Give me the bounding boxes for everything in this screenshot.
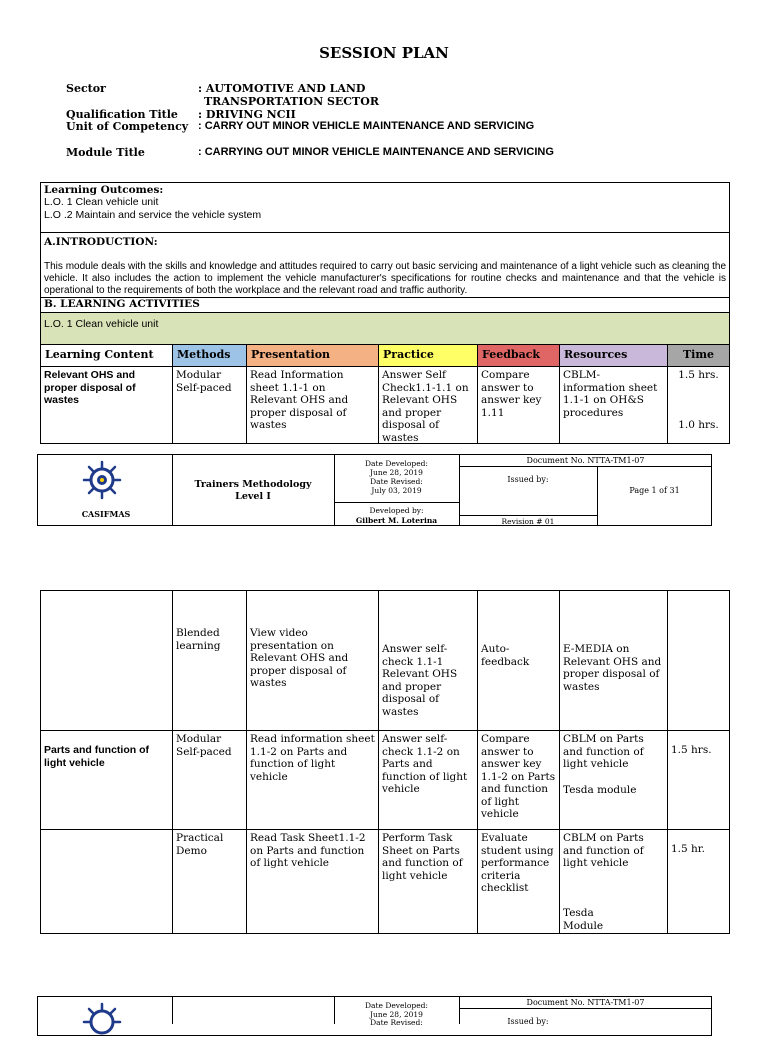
row1-time: [667, 366, 730, 444]
row1-content: Relevant OHS and proper disposal of wastes: [40, 366, 173, 444]
sector-value-1: : AUTOMOTIVE AND LAND: [198, 82, 366, 95]
row1-presentation: Read Information sheet 1.1-1 on Relevant OHS and proper disposal of wastes: [246, 366, 379, 444]
p2-r1-presentation: View video presentation on Relevant OHS and proper disposal of wastes: [246, 590, 379, 731]
unit-label: Unit of Competency: [66, 120, 189, 133]
footer-center-2: Level I: [235, 491, 271, 502]
p2-r2-practice: Answer self-check 1.1-2 on Parts and function of light vehicle: [378, 730, 478, 830]
lo-row-label: L.O. 1 Clean vehicle unit: [44, 318, 159, 330]
date-revised-label-2: Date Revised:: [370, 1018, 423, 1027]
p2-r3-time: 1.5 hr.: [667, 829, 730, 934]
qualification-label: Qualification Title: [66, 108, 178, 121]
casifmas-logo-icon-2: [82, 1002, 122, 1042]
column-header-feedback: Feedback: [477, 344, 560, 367]
date-developed-label: Date Developed:: [365, 459, 428, 468]
p2-r1-methods: Blended learning: [172, 590, 247, 731]
qualification-value: : DRIVING NCII: [198, 108, 296, 121]
learning-outcome-2: L.O .2 Maintain and service the vehicle system: [44, 209, 262, 221]
p2-r3-resources-1: CBLM on Parts and function of light vehicle: [563, 832, 644, 869]
document-number: Document No. NTTA-TM1-07: [526, 456, 645, 465]
page-title: SESSION PLAN: [319, 44, 449, 62]
p2-r2-resources-2: Tesda module: [563, 783, 637, 796]
org-name: CASIFMAS: [81, 509, 131, 519]
p2-r2-resources: [559, 730, 668, 830]
p2-r1-time: [667, 590, 730, 731]
row1-time-1: 1.5 hrs.: [678, 369, 719, 381]
p2-r3-feedback: Evaluate student using performance criteria checklist: [477, 829, 560, 934]
column-header-presentation: Presentation: [246, 344, 379, 367]
issued-by-2: Issued by:: [507, 1017, 549, 1026]
row1-methods: Modular Self-paced: [172, 366, 247, 444]
column-header-resources: Resources: [559, 344, 668, 367]
date-revised-label: Date Revised:: [370, 477, 423, 486]
p2-r2-methods: Modular Self-paced: [172, 730, 247, 830]
unit-value: : CARRY OUT MINOR VEHICLE MAINTENANCE AND SERVICING: [198, 120, 535, 132]
developed-by: Gilbert M. Loterina: [355, 516, 438, 525]
p2-r3-resources-2: Tesda Module: [563, 907, 604, 932]
column-header-practice: Practice: [378, 344, 478, 367]
date-revised: July 03, 2019: [371, 486, 422, 495]
p2-r1-resources: E-MEDIA on Relevant OHS and proper disposal of wastes: [559, 590, 668, 731]
p2-r1-content: [40, 590, 173, 731]
p2-r2-resources-1: CBLM on Parts and function of light vehicle: [563, 733, 644, 770]
learning-outcome-1: L.O. 1 Clean vehicle unit: [44, 196, 159, 208]
learning-activities-heading: B. LEARNING ACTIVITIES: [44, 298, 200, 310]
column-header-methods: Methods: [172, 344, 247, 367]
issued-by: Issued by:: [507, 475, 549, 484]
casifmas-logo-icon: [82, 460, 122, 500]
date-developed-label-2: Date Developed:: [365, 1001, 428, 1010]
introduction-text: This module deals with the skills and knowledge and attitudes required to carry out basic servicing and maintenance of a light vehicle such as cleaning the vehicle. It also includes the action to implement the vehicle manufacturer's specifications for routine checks and maintenance and that the vehicle is operational to the requirements of both the workplace and the relevant road and traffic authority.: [44, 261, 726, 296]
date-developed-2: June 28, 2019: [370, 1010, 423, 1019]
date-developed: June 28, 2019: [370, 468, 423, 477]
p2-r2-feedback: Compare answer to answer key 1.1-2 on Parts and function of light vehicle: [477, 730, 560, 830]
row1-resources: CBLM- information sheet 1.1-1 on OH&S procedures: [559, 366, 668, 444]
developed-by-label: Developed by:: [369, 506, 424, 515]
introduction-heading: A.INTRODUCTION:: [44, 236, 158, 248]
p2-r2-content: Parts and function of light vehicle: [40, 730, 173, 830]
p2-r3-content: [40, 829, 173, 934]
revision: Revision # 01: [501, 517, 555, 526]
p2-r1-practice: Answer self-check 1.1-1 Relevant OHS and proper disposal of wastes: [378, 590, 478, 731]
row1-practice: Answer Self Check1.1-1.1 on Relevant OHS and proper disposal of wastes: [378, 366, 478, 444]
column-header-time: Time: [667, 344, 730, 367]
footer-center-1: Trainers Methodology: [194, 479, 312, 490]
row1-time-2: 1.0 hrs.: [678, 419, 719, 431]
row1-feedback: Compare answer to answer key 1.11: [477, 366, 560, 444]
page-number: Page 1 of 31: [629, 486, 680, 495]
document-number-2: Document No. NTTA-TM1-07: [526, 998, 645, 1007]
p2-r2-presentation: Read information sheet 1.1-2 on Parts and function of light vehicle: [246, 730, 379, 830]
module-value: : CARRYING OUT MINOR VEHICLE MAINTENANCE AND SERVICING: [198, 146, 554, 158]
module-label: Module Title: [66, 146, 145, 159]
p2-r3-resources: [559, 829, 668, 934]
column-header-learning-content: Learning Content: [40, 344, 173, 367]
p2-r1-feedback: Auto-feedback: [477, 590, 560, 731]
sector-value-2: TRANSPORTATION SECTOR: [204, 95, 379, 108]
learning-outcomes-heading: Learning Outcomes:: [44, 184, 164, 196]
p2-r3-methods: Practical Demo: [172, 829, 247, 934]
p2-r3-presentation: Read Task Sheet1.1-2 on Parts and function of light vehicle: [246, 829, 379, 934]
p2-r2-time: 1.5 hrs.: [667, 730, 730, 830]
p2-r3-practice: Perform Task Sheet on Parts and function of light vehicle: [378, 829, 478, 934]
sector-label: Sector: [66, 82, 106, 95]
